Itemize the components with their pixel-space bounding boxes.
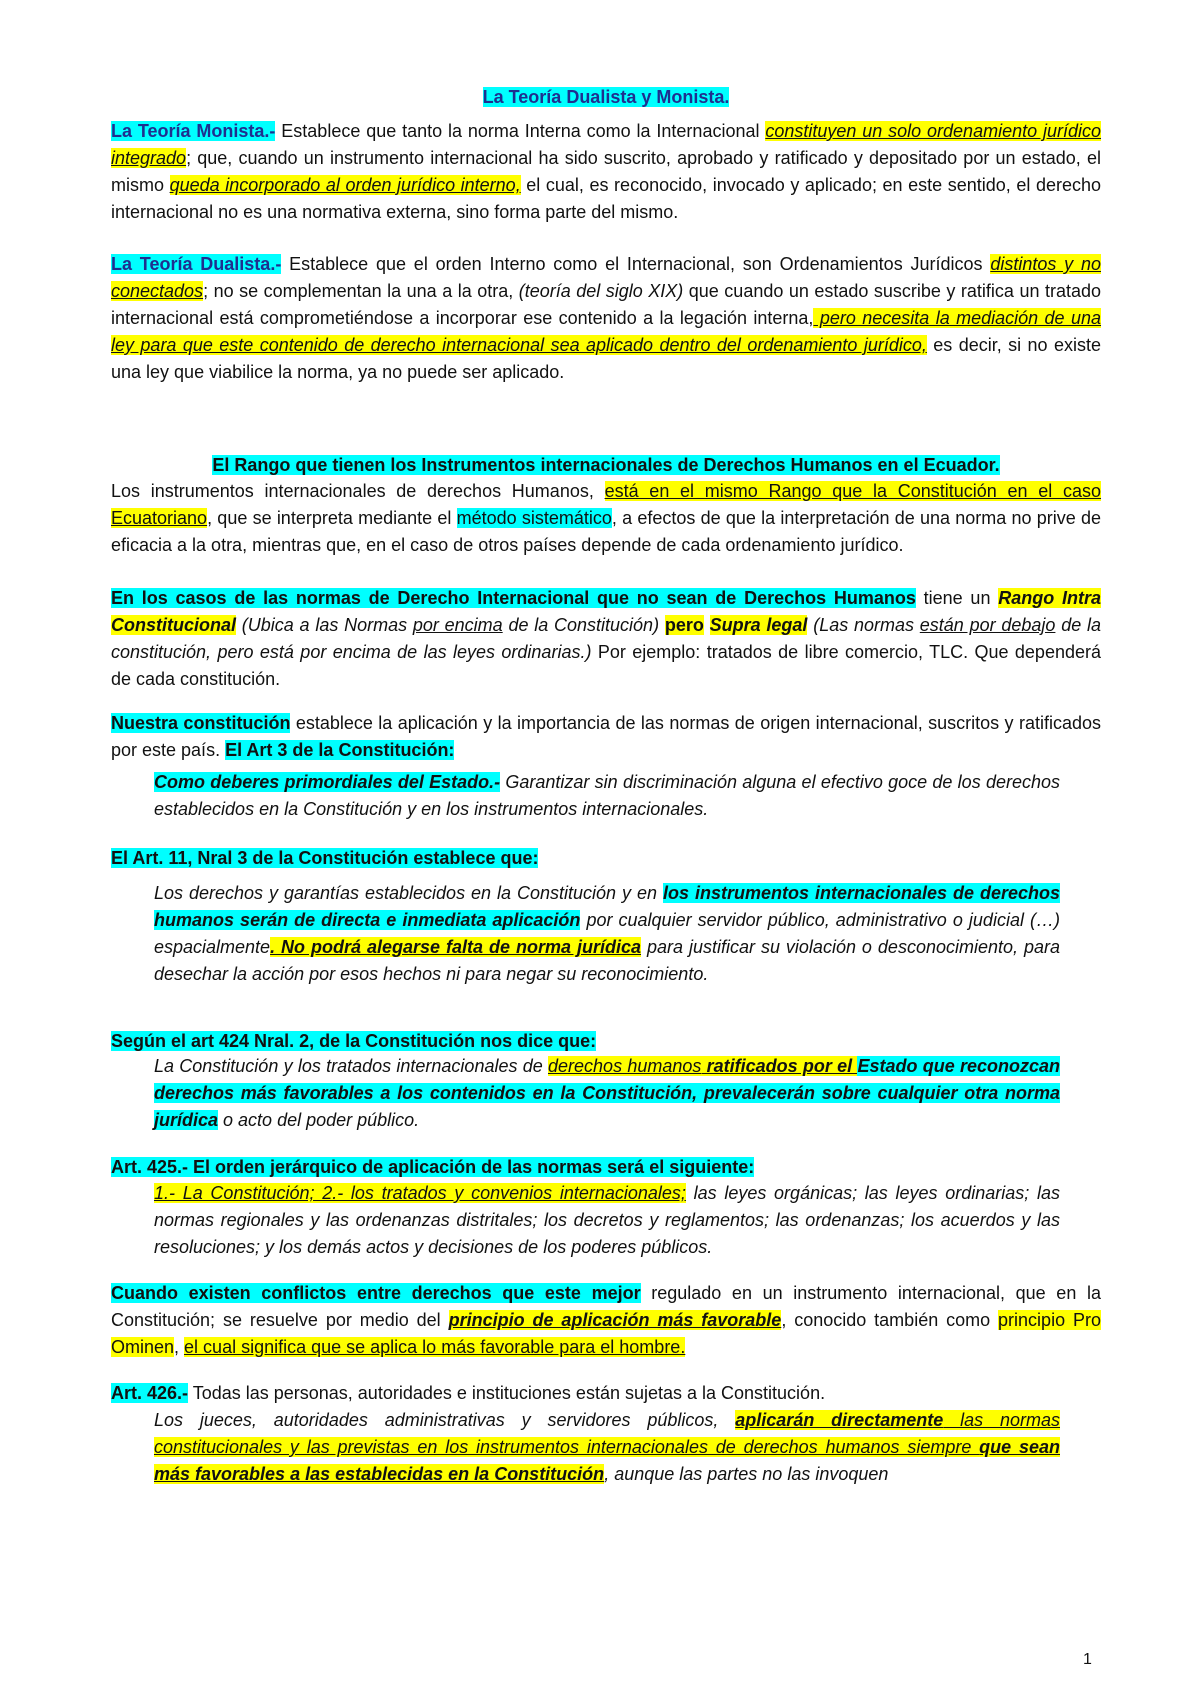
art11-quote: Los derechos y garantías establecidos en la Constitución y en los instrumentos internacionales de derechos humanos serán de directa e inmediata aplicación por cualquier servidor público, administrativo o judicial (…) espacialmente. No podrá alegarse falta de norma jurídica para justificar su violación o desconocimiento, para desechar la acción por esos hechos ni para negar su reconocimiento. [154,883,1060,984]
monista-label: La Teoría Monista.- [111,121,276,141]
page-number: 1 [1083,1651,1092,1668]
art425-quote: 1.- La Constitución; 2.- los tratados y convenios internacionales; las leyes orgánicas; las leyes ordinarias; las normas regionales y las ordenanzas distritales; los decretos y reglamentos; las ordenanzas; los acuerdos y las resoluciones; y los demás actos y decisiones de los poderes públicos. [154,1183,1060,1257]
rango-heading: El Rango que tienen los Instrumentos internacionales de Derechos Humanos en el Ecuador. [212,455,1000,475]
monista-paragraph: La Teoría Monista.- Establece que tanto la norma Interna como la Internacional constituyen un solo ordenamiento jurídico integrado; que, cuando un instrumento internacional ha sido suscrito, aprobado y ratificado y depositado por un estado, el mismo queda incorporado al orden jurídico interno, el cual, es reconocido, invocado y aplicado; en este sentido, el derecho internacional no es una normativa externa, sino forma parte del mismo. [111,121,1101,222]
art426-heading: Art. 426.- Todas las personas, autoridades e instituciones están sujetas a la Constitución. [111,1383,826,1403]
art425-heading: Art. 425.- El orden jerárquico de aplicación de las normas será el siguiente: [111,1157,755,1177]
art424-quote: La Constitución y los tratados internacionales de derechos humanos ratificados por el Estado que reconozcan derechos más favorables a los contenidos en la Constitución, prevalecerán sobre cualquier otra norma jurídica o acto del poder público. [154,1056,1060,1130]
dualista-label: La Teoría Dualista.- [111,254,282,274]
nuestra-paragraph: Nuestra constitución establece la aplicación y la importancia de las normas de origen internacional, suscritos y ratificados por este país. El Art 3 de la Constitución: [111,713,1101,760]
art424-heading: Según el art 424 Nral. 2, de la Constitución nos dice que: [111,1031,597,1051]
dualista-paragraph: La Teoría Dualista.- Establece que el orden Interno como el Internacional, son Ordenamientos Jurídicos distintos y no conectados; no se complementan la una a la otra, (teoría del siglo XIX) que cuando un estado suscribe y ratifica un tratado internacional está comprometiéndose a incorporar ese contenido a la legación interna, pero necesita la mediación de una ley para que este contenido de derecho internacional sea aplicado dentro del ordenamiento jurídico, es decir, si no existe una ley que viabilice la norma, ya no puede ser aplicado. [111,254,1102,382]
rango-paragraph: Los instrumentos internacionales de derechos Humanos, está en el mismo Rango que la Constitución en el caso Ecuatoriano, que se interpreta mediante el método sistemático, a efectos de que la interpretación de una norma no prive de eficacia a la otra, mientras que, en el caso de otros países depende de cada ordenamiento jurídico. [111,481,1101,555]
art426-quote: Los jueces, autoridades administrativas y servidores públicos, aplicarán directamente las normas constitucionales y las previstas en los instrumentos internacionales de derechos humanos siempre que sean más favorables a las establecidas en la Constitución, aunque las partes no las invoquen [154,1410,1060,1484]
art3-quote: Como deberes primordiales del Estado.- Garantizar sin discriminación alguna el efectivo goce de los derechos establecidos en la Constitución y en los instrumentos internacionales. [154,772,1060,819]
art11-heading: El Art. 11, Nral 3 de la Constitución establece que: [111,848,539,868]
conflictos-paragraph: Cuando existen conflictos entre derechos que este mejor regulado en un instrumento internacional, que en la Constitución; se resuelve por medio del principio de aplicación más favorable, conocido también como principio Pro Ominen, el cual significa que se aplica lo más favorable para el hombre. [111,1283,1101,1357]
page-title: La Teoría Dualista y Monista. [482,87,730,107]
otros-paragraph: En los casos de las normas de Derecho Internacional que no sean de Derechos Humanos tiene un Rango Intra Constitucional (Ubica a las Normas por encima de la Constitución) pero Supra legal (Las normas están por debajo de la constitución, pero está por encima de las leyes ordinarias.) Por ejemplo: tratados de libre comercio, TLC. Que dependerá de cada constitución. [111,588,1101,689]
